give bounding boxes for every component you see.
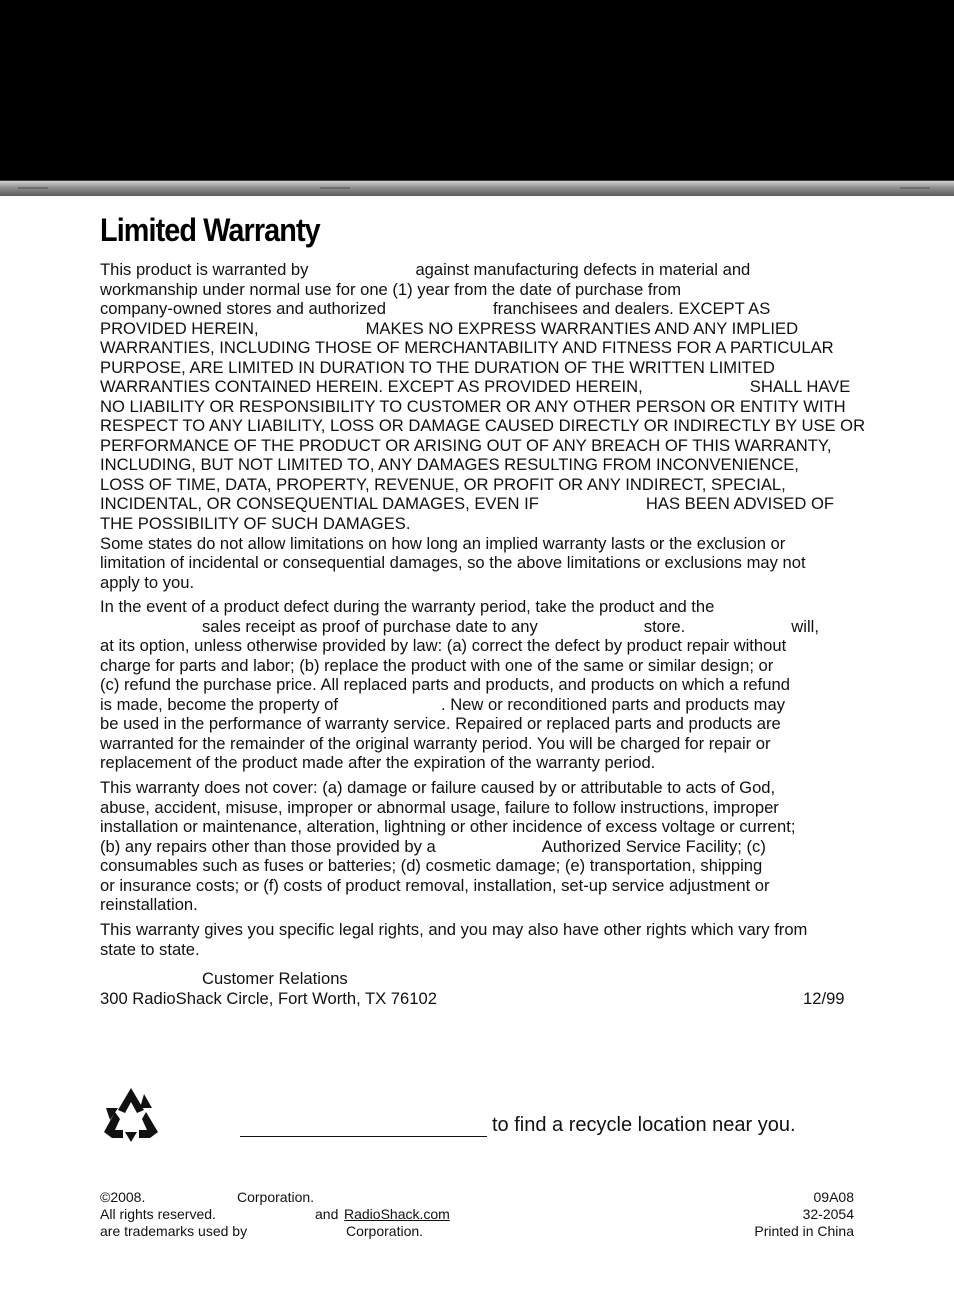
defect-line: In the event of a product defect during the warranty period, take the product and the: [100, 597, 715, 616]
revision-date: 12/99: [803, 989, 845, 1008]
address: 300 RadioShack Circle, Fort Worth, TX 76102: [100, 989, 437, 1008]
metal-divider-bar: [0, 180, 954, 196]
warranty-line: This product is warranted by against manufacturing defects in material and: [100, 260, 751, 279]
warranty-line: company-owned stores and authorized franchisees and dealers. EXCEPT AS: [100, 299, 771, 318]
bar-groove: [320, 187, 350, 189]
defect-line: is made, become the property of . New or reconditioned parts and products may: [100, 695, 786, 714]
customer-relations: Customer Relations: [202, 969, 348, 988]
recycle-icon: [100, 1086, 162, 1142]
exclusions-line: consumables such as fuses or batteries; (d) cosmetic damage; (e) transportation, shipping: [100, 856, 763, 875]
document-code: 09A08: [813, 1189, 854, 1205]
warranty-line: RESPECT TO ANY LIABILITY, LOSS OR DAMAGE CAUSED DIRECTLY OR INDIRECTLY BY USE OR: [100, 416, 866, 435]
defect-line: replacement of the product made after the expiration of the warranty period.: [100, 753, 656, 772]
corporation-text: Corporation.: [346, 1223, 424, 1239]
rights-line: state to state.: [100, 940, 200, 959]
warranty-line: limitation of incidental or consequential damages, so the above limitations or exclusions may not: [100, 553, 806, 572]
and-text: and: [315, 1206, 339, 1222]
warranty-line: WARRANTIES CONTAINED HEREIN. EXCEPT AS PROVIDED HEREIN, SHALL HAVE: [100, 377, 851, 396]
website-link[interactable]: RadioShack.com: [344, 1206, 450, 1222]
warranty-line: apply to you.: [100, 573, 195, 592]
exclusions-line: or insurance costs; or (f) costs of product removal, installation, set-up service adjustment or: [100, 876, 770, 895]
defect-line: charge for parts and labor; (b) replace the product with one of the same or similar design; or: [100, 656, 774, 675]
defect-line: be used in the performance of warranty service. Repaired or replaced parts and products are: [100, 714, 781, 733]
catalog-number: 32-2054: [802, 1206, 854, 1222]
recycle-text: to find a recycle location near you.: [492, 1114, 796, 1136]
bar-groove: [900, 187, 930, 189]
header-band: [0, 0, 954, 180]
defect-line: at its option, unless otherwise provided by law: (a) correct the defect by product repair without: [100, 636, 787, 655]
defect-line: (c) refund the purchase price. All replaced parts and products, and products on which a refund: [100, 675, 790, 694]
exclusions-line: (b) any repairs other than those provided by a Authorized Service Facility; (c): [100, 837, 766, 856]
warranty-line: THE POSSIBILITY OF SUCH DAMAGES.: [100, 514, 411, 533]
rights-reserved: All rights reserved.: [100, 1206, 216, 1222]
warranty-line: INCLUDING, BUT NOT LIMITED TO, ANY DAMAGES RESULTING FROM INCONVENIENCE,: [100, 455, 799, 474]
page-title: Limited Warranty: [100, 212, 320, 248]
warranty-line: LOSS OF TIME, DATA, PROPERTY, REVENUE, OR PROFIT OR ANY INDIRECT, SPECIAL,: [100, 475, 786, 494]
corporation-text: Corporation.: [237, 1189, 315, 1205]
warranty-line: WARRANTIES, INCLUDING THOSE OF MERCHANTABILITY AND FITNESS FOR A PARTICULAR: [100, 338, 834, 357]
copyright: ©2008.: [100, 1189, 146, 1205]
recycle-link-underline: [240, 1136, 487, 1137]
warranty-line: PROVIDED HEREIN, MAKES NO EXPRESS WARRANTIES AND ANY IMPLIED: [100, 319, 799, 338]
bar-groove: [18, 187, 48, 189]
warranty-line: NO LIABILITY OR RESPONSIBILITY TO CUSTOMER OR ANY OTHER PERSON OR ENTITY WITH: [100, 397, 846, 416]
exclusions-line: reinstallation.: [100, 895, 198, 914]
defect-line: warranted for the remainder of the original warranty period. You will be charged for repair or: [100, 734, 771, 753]
trademarks-text: are trademarks used by: [100, 1223, 248, 1239]
warranty-line: Some states do not allow limitations on how long an implied warranty lasts or the exclusion or: [100, 534, 786, 553]
exclusions-line: This warranty does not cover: (a) damage or failure caused by or attributable to acts of God,: [100, 778, 776, 797]
warranty-line: workmanship under normal use for one (1) year from the date of purchase from: [100, 280, 682, 299]
printed-in: Printed in China: [754, 1223, 854, 1239]
warranty-line: PERFORMANCE OF THE PRODUCT OR ARISING OUT OF ANY BREACH OF THIS WARRANTY,: [100, 436, 832, 455]
rights-line: This warranty gives you specific legal rights, and you may also have other rights which vary from: [100, 920, 808, 939]
warranty-line: PURPOSE, ARE LIMITED IN DURATION TO THE DURATION OF THE WRITTEN LIMITED: [100, 358, 775, 377]
exclusions-line: installation or maintenance, alteration, lightning or other incidence of excess voltage or current;: [100, 817, 796, 836]
exclusions-line: abuse, accident, misuse, improper or abnormal usage, failure to follow instructions, improper: [100, 798, 779, 817]
defect-line: sales receipt as proof of purchase date to any store. will,: [202, 617, 819, 636]
warranty-line: INCIDENTAL, OR CONSEQUENTIAL DAMAGES, EVEN IF HAS BEEN ADVISED OF: [100, 494, 835, 513]
